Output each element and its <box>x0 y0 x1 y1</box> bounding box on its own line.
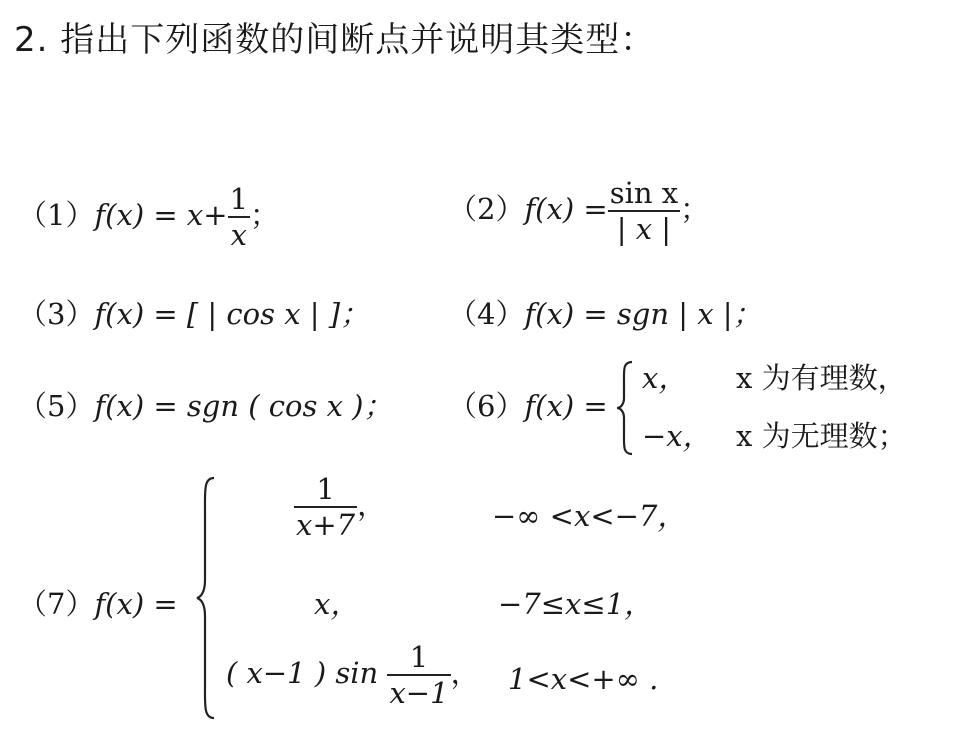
problem-6-lhs: f(x) = <box>524 389 608 423</box>
problem-4 <box>448 292 762 333</box>
problem-2-numerator: sin x <box>609 176 679 210</box>
problem-7-case1 <box>294 472 386 542</box>
problem-2-denominator: | x | <box>608 210 680 246</box>
problem-6-case1-cond: x 为有理数， <box>736 361 907 395</box>
problem-7-case3-sep: ， <box>450 656 480 690</box>
problem-6-case2-cond: x 为无理数； <box>736 419 907 453</box>
problem-7-head <box>18 582 178 623</box>
problem-1-fraction <box>228 182 250 252</box>
problem-6-case2-expr: −x， <box>642 419 712 453</box>
problem-4-label: （4） <box>448 297 525 331</box>
problem-3 <box>18 292 369 333</box>
problem-2-label: （2） <box>448 192 525 226</box>
problem-1-numerator: 1 <box>229 182 249 216</box>
problem-3-label: （3） <box>18 297 95 331</box>
problem-6-label: （6） <box>448 389 525 423</box>
problem-2-lhs: f(x) = <box>524 192 608 226</box>
problem-7-label: （7） <box>18 587 95 621</box>
problem-7-case1-sep: ， <box>357 488 387 522</box>
problem-4-body: f(x) = sgn | x |； <box>524 297 762 331</box>
problem-6-brace <box>616 360 634 456</box>
problem-7-case3-denominator: x−1 <box>389 676 449 710</box>
problem-7-case1-cond: −∞ <x<−7， <box>492 499 687 533</box>
problem-7-lhs: f(x) = <box>94 587 178 621</box>
problem-6-case1-expr: x， <box>642 361 688 395</box>
problem-7-case3-cond: 1<x<+∞ . <box>508 662 659 696</box>
problem-7-case3-numerator: 1 <box>409 640 429 674</box>
problem-5 <box>18 384 392 425</box>
problem-1-lhs: f(x) = x+ <box>94 198 228 232</box>
problem-7-case3-prefix: ( x−1 ) sin <box>226 656 379 690</box>
problem-2-fraction <box>608 176 680 246</box>
problem-7-case3 <box>226 640 480 710</box>
problem-2-end: ； <box>680 192 710 226</box>
problem-1-end: ； <box>250 198 280 232</box>
problem-7-case1-numerator: 1 <box>316 472 335 506</box>
problem-6-head <box>448 384 608 425</box>
problem-7-case2-expr: x， <box>314 587 360 621</box>
problem-7-case2-cond: −7≤x≤1， <box>498 587 654 621</box>
problem-7-case1-fraction <box>294 472 357 542</box>
problem-1-label: （1） <box>18 198 95 232</box>
problem-1-denominator: x <box>228 216 250 252</box>
problem-3-body: f(x) = [ | cos x | ]； <box>94 297 370 331</box>
problem-2 <box>448 176 709 246</box>
problem-7-brace <box>196 476 216 720</box>
question-title: 2. 指出下列函数的间断点并说明其类型： <box>14 20 656 60</box>
problem-7-case1-denominator: x+7 <box>296 508 356 542</box>
problem-5-body: f(x) = sgn ( cos x )； <box>94 389 393 423</box>
problem-5-label: （5） <box>18 389 95 423</box>
problem-1 <box>18 182 279 252</box>
problem-7-case3-fraction <box>387 640 450 710</box>
